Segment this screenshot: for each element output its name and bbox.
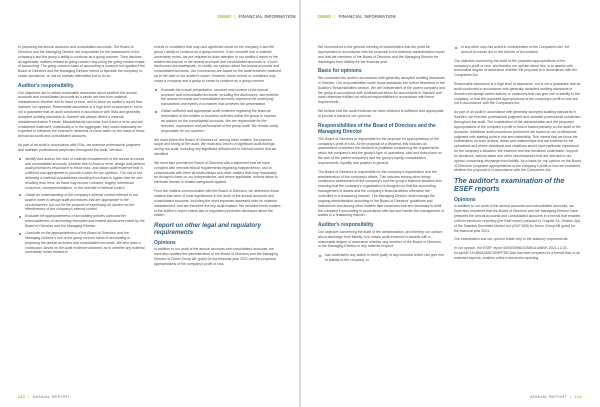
page-number: 112 [18, 395, 26, 399]
bullet-icon [19, 194, 21, 196]
paragraph: From the matters communicated with the Board of Directors, we determine those matters that were of most significance in the audit of the annual accounts and consolidated accounts, including the most important assessed risks for material misstatement, and are therefore the key audit matters. We describe these matters in the auditor's report unless law or regulation precludes disclosure about the matter. [154, 189, 281, 218]
list-item [18, 157, 145, 191]
heading-auditors-responsibility: Auditor's responsibility [318, 222, 374, 229]
paragraph: We believe that the audit evidence we have obtained is sufficient and appropriate to provide a basis for our opinions. [318, 109, 444, 118]
page-number: 113 [574, 395, 582, 399]
list-item [18, 193, 145, 212]
heading-other-legal-requirements: Report on other legal and regulatory requirements [154, 222, 261, 237]
bullet-icon [155, 89, 157, 91]
list-item-text: Obtain an understanding of the company's internal control relevant to our audit in order to design audit procedures that are appropriate in the circumstances, but not for the purpose of expressing an opinion on the effectiveness of the company's internal control. [25, 192, 138, 212]
paragraph: Our examination and our opinion relate only to the statutory requirements. [454, 237, 569, 242]
list-item [154, 109, 281, 133]
right-page [300, 0, 600, 407]
bullet-icon [19, 216, 21, 218]
list-item-text: Obtain sufficient and appropriate audit evidence regarding the financial information of the entities or business activities within the group to express an opinion on the consolidated accounts. We are responsible for the direction, supervision and performance of the group audit. We remain solely responsible for our opinions. [161, 109, 279, 133]
header-separator: | [234, 13, 236, 19]
heading-opinions: Opinions [454, 196, 476, 203]
list-item [318, 253, 445, 263]
footer-separator: | [28, 395, 30, 399]
paragraph: Our objective concerning the audit of the administration, and thereby our opinion about discharge from liability, is to obtain audit evidence to assess with a reasonable degree of assurance whether any member of the Board of Directors or the Managing Director in any material respect: [318, 229, 443, 249]
list-item [18, 231, 145, 255]
brand-name: DEMO [318, 13, 332, 19]
bullet-list [454, 45, 581, 55]
section-title: FINANCIAL INFORMATION [338, 13, 396, 19]
bullet-icon [319, 255, 321, 257]
bullet-icon [19, 158, 21, 160]
list-item-text: in any other way has acted in contravention of the Companies Act, the Annual Accounts Act or the Articles of Association. [461, 45, 570, 54]
bullet-list [154, 88, 281, 134]
paragraph: In preparing the annual accounts and consolidated accounts, The Board of Directors and the Managing Director are responsible for the assessment of the company's and the group's ability to continue as a going concern. They disclose, as applicable, matters related to going concern and using the going concern basis of accounting. The going concern basis of accounting is however not applied if the Board of Directors and the Managing Director intend to liquidate the company, to cease operations, or has no realistic alternative but to do so. [18, 45, 145, 79]
heading-basis-for-opinions: Basis for opinions [318, 68, 362, 75]
heading-esef-examination: The auditor's examination of the ESEF reports [454, 176, 565, 194]
heading-opinions: Opinions [154, 239, 176, 246]
right-columns [318, 45, 582, 267]
paragraph: We must also provide the Board of Directors with a statement that we have complied with relevant ethical requirements regarding independence, and to communicate with them all relationships and other matters that may reasonably be thought to bear on our independence, and where applicable, actions taken to eliminate threats or related safeguards applied. [154, 160, 278, 185]
list-item-text: has undertaken any action or been guilty of any omission which can give rise to liability to the company, or [325, 253, 444, 263]
bullet-icon [19, 233, 21, 235]
right-column-2 [454, 45, 581, 267]
section-title: FINANCIAL INFORMATION [238, 13, 296, 19]
list-item-text: Conclude on the appropriateness of the Board of Directors' and the Managing Director's use of the going concern basis of accounting in preparing the annual accounts and consolidated accounts. We also draw a conclusion, based on the audit evidence obtained, as to whether any material uncertainty exists related to [25, 231, 145, 255]
list-item [154, 88, 281, 107]
paragraph: events or conditions that may cast significant doubt on the company's and the group's ability to continue as a going concern. If we conclude that a material uncertainty exists, we are required to draw attention in our auditor's report to the related disclosures in the annual accounts and consolidated accounts or, if such disclosures are inadequate, to modify our opinion about the annual accounts and consolidated accounts. Our conclusions are based on the audit evidence obtained up to the date of our auditor's report. However, future events or conditions may cause a company and a group to cease to continue as a going concern. [154, 45, 281, 83]
paragraph: We conducted the audit in accordance with generally accepted auditing standards in Sweden. Our responsibilities under those standards are further described in the Auditor's Responsibilities section. We are independent of the parent company and the group in accordance with professional ethics for accountants in Sweden and have otherwise fulfilled our ethical responsibilities in accordance with these requirements. [318, 76, 445, 105]
paragraph: Reasonable assurance is a high level of assurance, but is not a guarantee that an audit conducted in accordance with generally accepted auditing standards in Sweden will always detect actions or omissions that can give rise to liability to the company, or that the proposed appropriations of the company's profit or loss are not in accordance with the Companies Act. [454, 82, 581, 106]
footer-label: ANNUAL REPORT [32, 395, 70, 399]
paragraph: We recommend to the general meeting of shareholders that the profit be appropriated in accordance with the proposal in the statutory administration report and that the members of the Board of Directors and the Managing Director be discharged from liability for the financial year. [318, 45, 445, 64]
heading-board-responsibilities: Responsibilities of the Board of Directors and the Managing Director [318, 122, 436, 136]
paragraph: The Board of Directors is responsible for the company's organization and the administration of the company's affairs. This includes among other things continuous assessment of the company's and the group's financial situation and ensuring that the company's organization is designed so that the accounting, management of assets and the company's financial affairs otherwise are controlled in a reassuring manner. The Managing Director shall manage the ongoing administration according to the Board of Directors' guidelines and instructions and among other matters take measures that are necessary to fulfill the company's accounting in accordance with law and handle the management of assets in a reassuring manner. [318, 169, 444, 218]
list-item [18, 214, 145, 229]
paragraph: In our opinion, the ESEF report 5493009WA1GNB1A1wBVK-2021-12-31-en.zip#4F1414B6A3D6C0D9FF35C5A6 has been prepared in a format that, in all material respects, enables uniform electronic reporting. [454, 246, 580, 260]
left-column-2 [154, 45, 281, 271]
paragraph: We must inform the Board of Directors of, among other matters, the planned scope and timing of the audit. We must also inform of significant audit findings during our audit, including any significant deficiencies in internal control that we identified. [154, 137, 277, 157]
bullet-list [318, 253, 445, 263]
right-column-1 [318, 45, 445, 267]
page-footer [18, 395, 70, 399]
bullet-list [18, 157, 145, 256]
paragraph: As part of an audit in accordance with generally accepted auditing standards in Sweden, we exercise professional judgment and maintain professional scepticism throughout the audit. The examination of the administration and the proposed appropriations of the company's profit or loss is based primarily on the audit of the accounts. Additional audit procedures performed are based on our professional judgment with starting point in risk and materiality. This means that we focus the examination on such actions, areas and relationships that are material for the operations and where deviations and violations would have particular importance for the company's situation. We examine and test decisions undertaken, support for decisions, actions taken and other circumstances that are relevant to our opinion concerning discharge from liability. As a basis for our opinion on the Board of Directors' proposed appropriations of the company's profit or loss we examined whether the proposal is in accordance with the Companies Act. [454, 110, 581, 173]
paragraph: The Board of Directors is responsible for the proposal for appropriations of the company's profit or loss. At the proposal of a dividend, this includes an assessment of whether the dividend is justifiable considering the requirements which the company's and the group's type of operations, size and risks place on the size of the parent company's and the group's equity, consolidation requirements, liquidity and position in general. [318, 136, 442, 165]
bullet-icon [155, 111, 157, 113]
heading-auditors-responsibility: Auditor's responsibility [18, 82, 74, 89]
brand-name: DEMO [218, 13, 232, 19]
list-item-text: Evaluate the appropriateness of accounting policies used and the reasonableness of accounting estimates and related disclosures made by the Board of Directors and the Managing Director. [25, 214, 145, 229]
paragraph: Our objectives are to obtain reasonable assurance about whether the annual accounts and consolidated accounts as a whole are free from material misstatement, whether due to fraud or error, and to issue an auditor's report that includes our opinions. Reasonable assurance is a high level of assurance, but is not a guarantee that an audit conducted in accordance with ISAs and generally accepted auditing standards in Sweden will always detect a material misstatement when it exists. Misstatements can arise from fraud or error and are considered material if, individually or in the aggregate, they could reasonably be expected to influence the economic decisions of users taken on the basis of these annual accounts and consolidated accounts. [18, 90, 145, 139]
paragraph: Our objective concerning the audit of the proposed appropriations of the company's profit or loss, and thereby our opinion about this, is to assess with reasonable degree of assurance whether the proposal is in accordance with the Companies Act. [454, 58, 578, 78]
paragraph: As part of an audit in accordance with ISAs, we exercise professional judgment and maintain professional scepticism throughout the audit. We also: [18, 143, 141, 152]
paragraph: In addition to our audit of the annual accounts and consolidated accounts, we have also audited the administration of the Board of Directors and the Managing Director of Demo Group AB (publ) for the financial year 2021 and the proposed appropriations of the company's profit or loss. [154, 247, 278, 266]
footer-separator: | [570, 395, 572, 399]
page-header [218, 11, 296, 21]
list-item-text: Evaluate the overall presentation, structure and content of the annual accounts and consolidated accounts, including the disclosures, and whether the annual accounts and consolidated accounts represent the underlying transactions and events in a manner that achieves fair presentation. [161, 87, 279, 107]
left-column-1 [18, 45, 145, 271]
left-columns [18, 45, 282, 271]
footer-label: ANNUAL REPORT [530, 395, 568, 399]
page-header [318, 11, 396, 21]
bullet-icon [455, 47, 457, 49]
list-item-text: Identify and assess the risks of material misstatement of the annual accounts and consolidated accounts, whether due to fraud or error, design and perform audit procedures responsive to those risks, and obtain audit evidence that is sufficient and appropriate to provide a basis for our opinions. The risk of not detecting a material misstatement resulting from fraud is higher than for one resulting from error, as fraud may involve collusion, forgery, intentional omissions, misrepresentations, or the override of internal control. [25, 156, 145, 190]
page-footer [530, 395, 582, 399]
header-separator: | [334, 13, 336, 19]
paragraph: In addition to our audit of the annual accounts and consolidated accounts, we have also examined that the Board of Directors and the Managing Director have prepared the annual accounts and consolidated accounts in a format that enables uniform electronic reporting (the Esef report) pursuant to Chapter 16, Section 4(a) of the Swedish Securities Market Act (2007:528) for Demo Group AB (publ) for the financial year 2021. [454, 204, 581, 233]
list-item [454, 45, 581, 55]
